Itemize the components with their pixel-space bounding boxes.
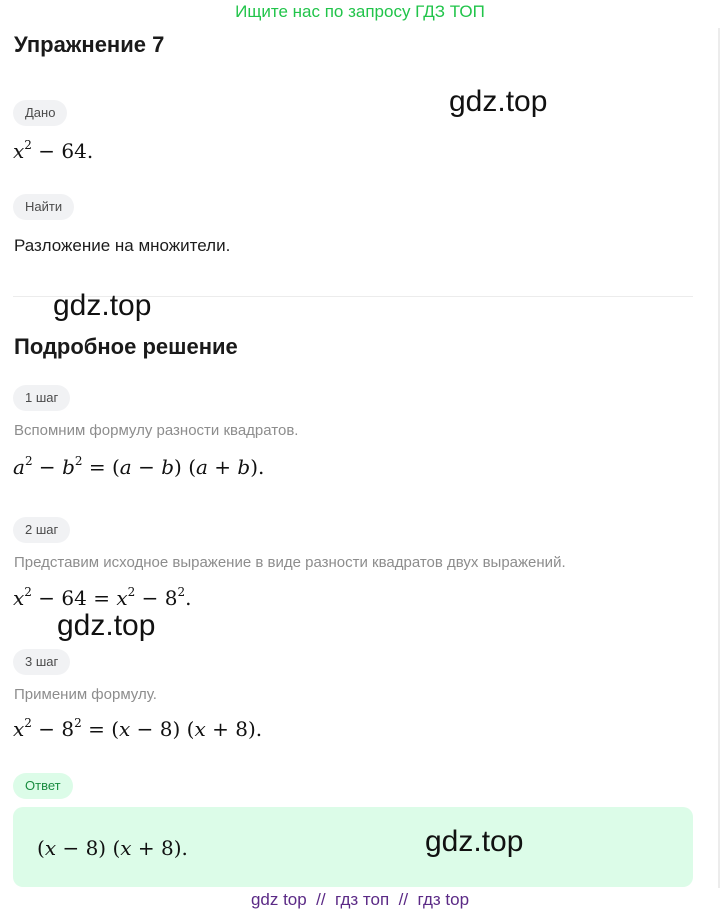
formula-x: x bbox=[13, 717, 25, 741]
formula-exp: 2 bbox=[24, 454, 33, 468]
watermark: gdz.top bbox=[53, 289, 152, 322]
formula-exp: 2 bbox=[74, 454, 83, 468]
formula-end: . bbox=[185, 586, 192, 610]
formula-a: a bbox=[13, 455, 25, 479]
given-rest: − 64. bbox=[31, 139, 94, 163]
given-label: Дано bbox=[13, 100, 67, 126]
footer-links[interactable]: gdz top // гдз топ // гдз top bbox=[250, 890, 470, 909]
step-3-formula bbox=[13, 716, 262, 742]
formula-x: x bbox=[116, 586, 128, 610]
find-label: Найти bbox=[13, 194, 74, 220]
formula-exp: 2 bbox=[24, 716, 32, 730]
formula-exp: 2 bbox=[127, 585, 136, 599]
answer-mid: − 8) ( bbox=[56, 836, 121, 860]
formula-b: b bbox=[237, 455, 251, 479]
formula-a: a bbox=[196, 455, 208, 479]
formula-part: − 64 = bbox=[31, 586, 117, 610]
step-3-hint: Применим формулу. bbox=[14, 686, 157, 703]
formula-plus: + bbox=[207, 455, 238, 479]
formula-end: ). bbox=[250, 455, 265, 479]
formula-exp: 2 bbox=[24, 585, 32, 599]
given-expression bbox=[13, 138, 93, 164]
formula-part: − 8 bbox=[135, 586, 178, 610]
answer-open: ( bbox=[37, 836, 45, 860]
exercise-title: Упражнение 7 bbox=[14, 32, 165, 57]
formula-part: − 8) ( bbox=[130, 717, 195, 741]
step-1-hint: Вспомним формулу разности квадратов. bbox=[14, 422, 299, 439]
formula-mid: ) ( bbox=[174, 455, 196, 479]
formula-exp: 2 bbox=[74, 716, 82, 730]
step-3-label: 3 шаг bbox=[13, 649, 70, 675]
formula-part: − 8 bbox=[31, 717, 75, 741]
formula-x: x bbox=[194, 717, 206, 741]
formula-minus: − bbox=[131, 455, 162, 479]
answer-expression bbox=[37, 835, 188, 861]
watermark: gdz.top bbox=[449, 85, 548, 118]
given-var: x bbox=[13, 139, 25, 163]
step-2-hint: Представим исходное выражение в виде разности квадратов двух выражений. bbox=[14, 554, 566, 571]
answer-x: x bbox=[120, 836, 132, 860]
formula-x: x bbox=[119, 717, 131, 741]
formula-a: a bbox=[119, 455, 132, 479]
step-2-label: 2 шаг bbox=[13, 517, 70, 543]
step-1-label: 1 шаг bbox=[13, 385, 70, 411]
watermark: gdz.top bbox=[57, 609, 156, 642]
formula-exp: 2 bbox=[177, 585, 186, 599]
answer-x: x bbox=[44, 836, 57, 860]
given-exponent: 2 bbox=[24, 138, 32, 152]
step-1-formula bbox=[13, 454, 264, 480]
answer-label: Ответ bbox=[13, 773, 73, 799]
formula-x: x bbox=[13, 586, 25, 610]
watermark: gdz.top bbox=[425, 825, 524, 858]
search-hint-banner: Ищите нас по запросу ГДЗ ТОП bbox=[235, 2, 485, 21]
step-2-formula bbox=[13, 585, 191, 611]
formula-b: b bbox=[62, 455, 75, 479]
formula-part: + 8). bbox=[205, 717, 263, 741]
formula-part: = ( bbox=[81, 717, 120, 741]
formula-eq: = ( bbox=[82, 455, 120, 479]
solution-title: Подробное решение bbox=[14, 334, 238, 359]
formula-b: b bbox=[161, 455, 175, 479]
formula-minus: − bbox=[32, 455, 63, 479]
find-text: Разложение на множители. bbox=[14, 236, 231, 255]
answer-end: + 8). bbox=[131, 836, 188, 860]
